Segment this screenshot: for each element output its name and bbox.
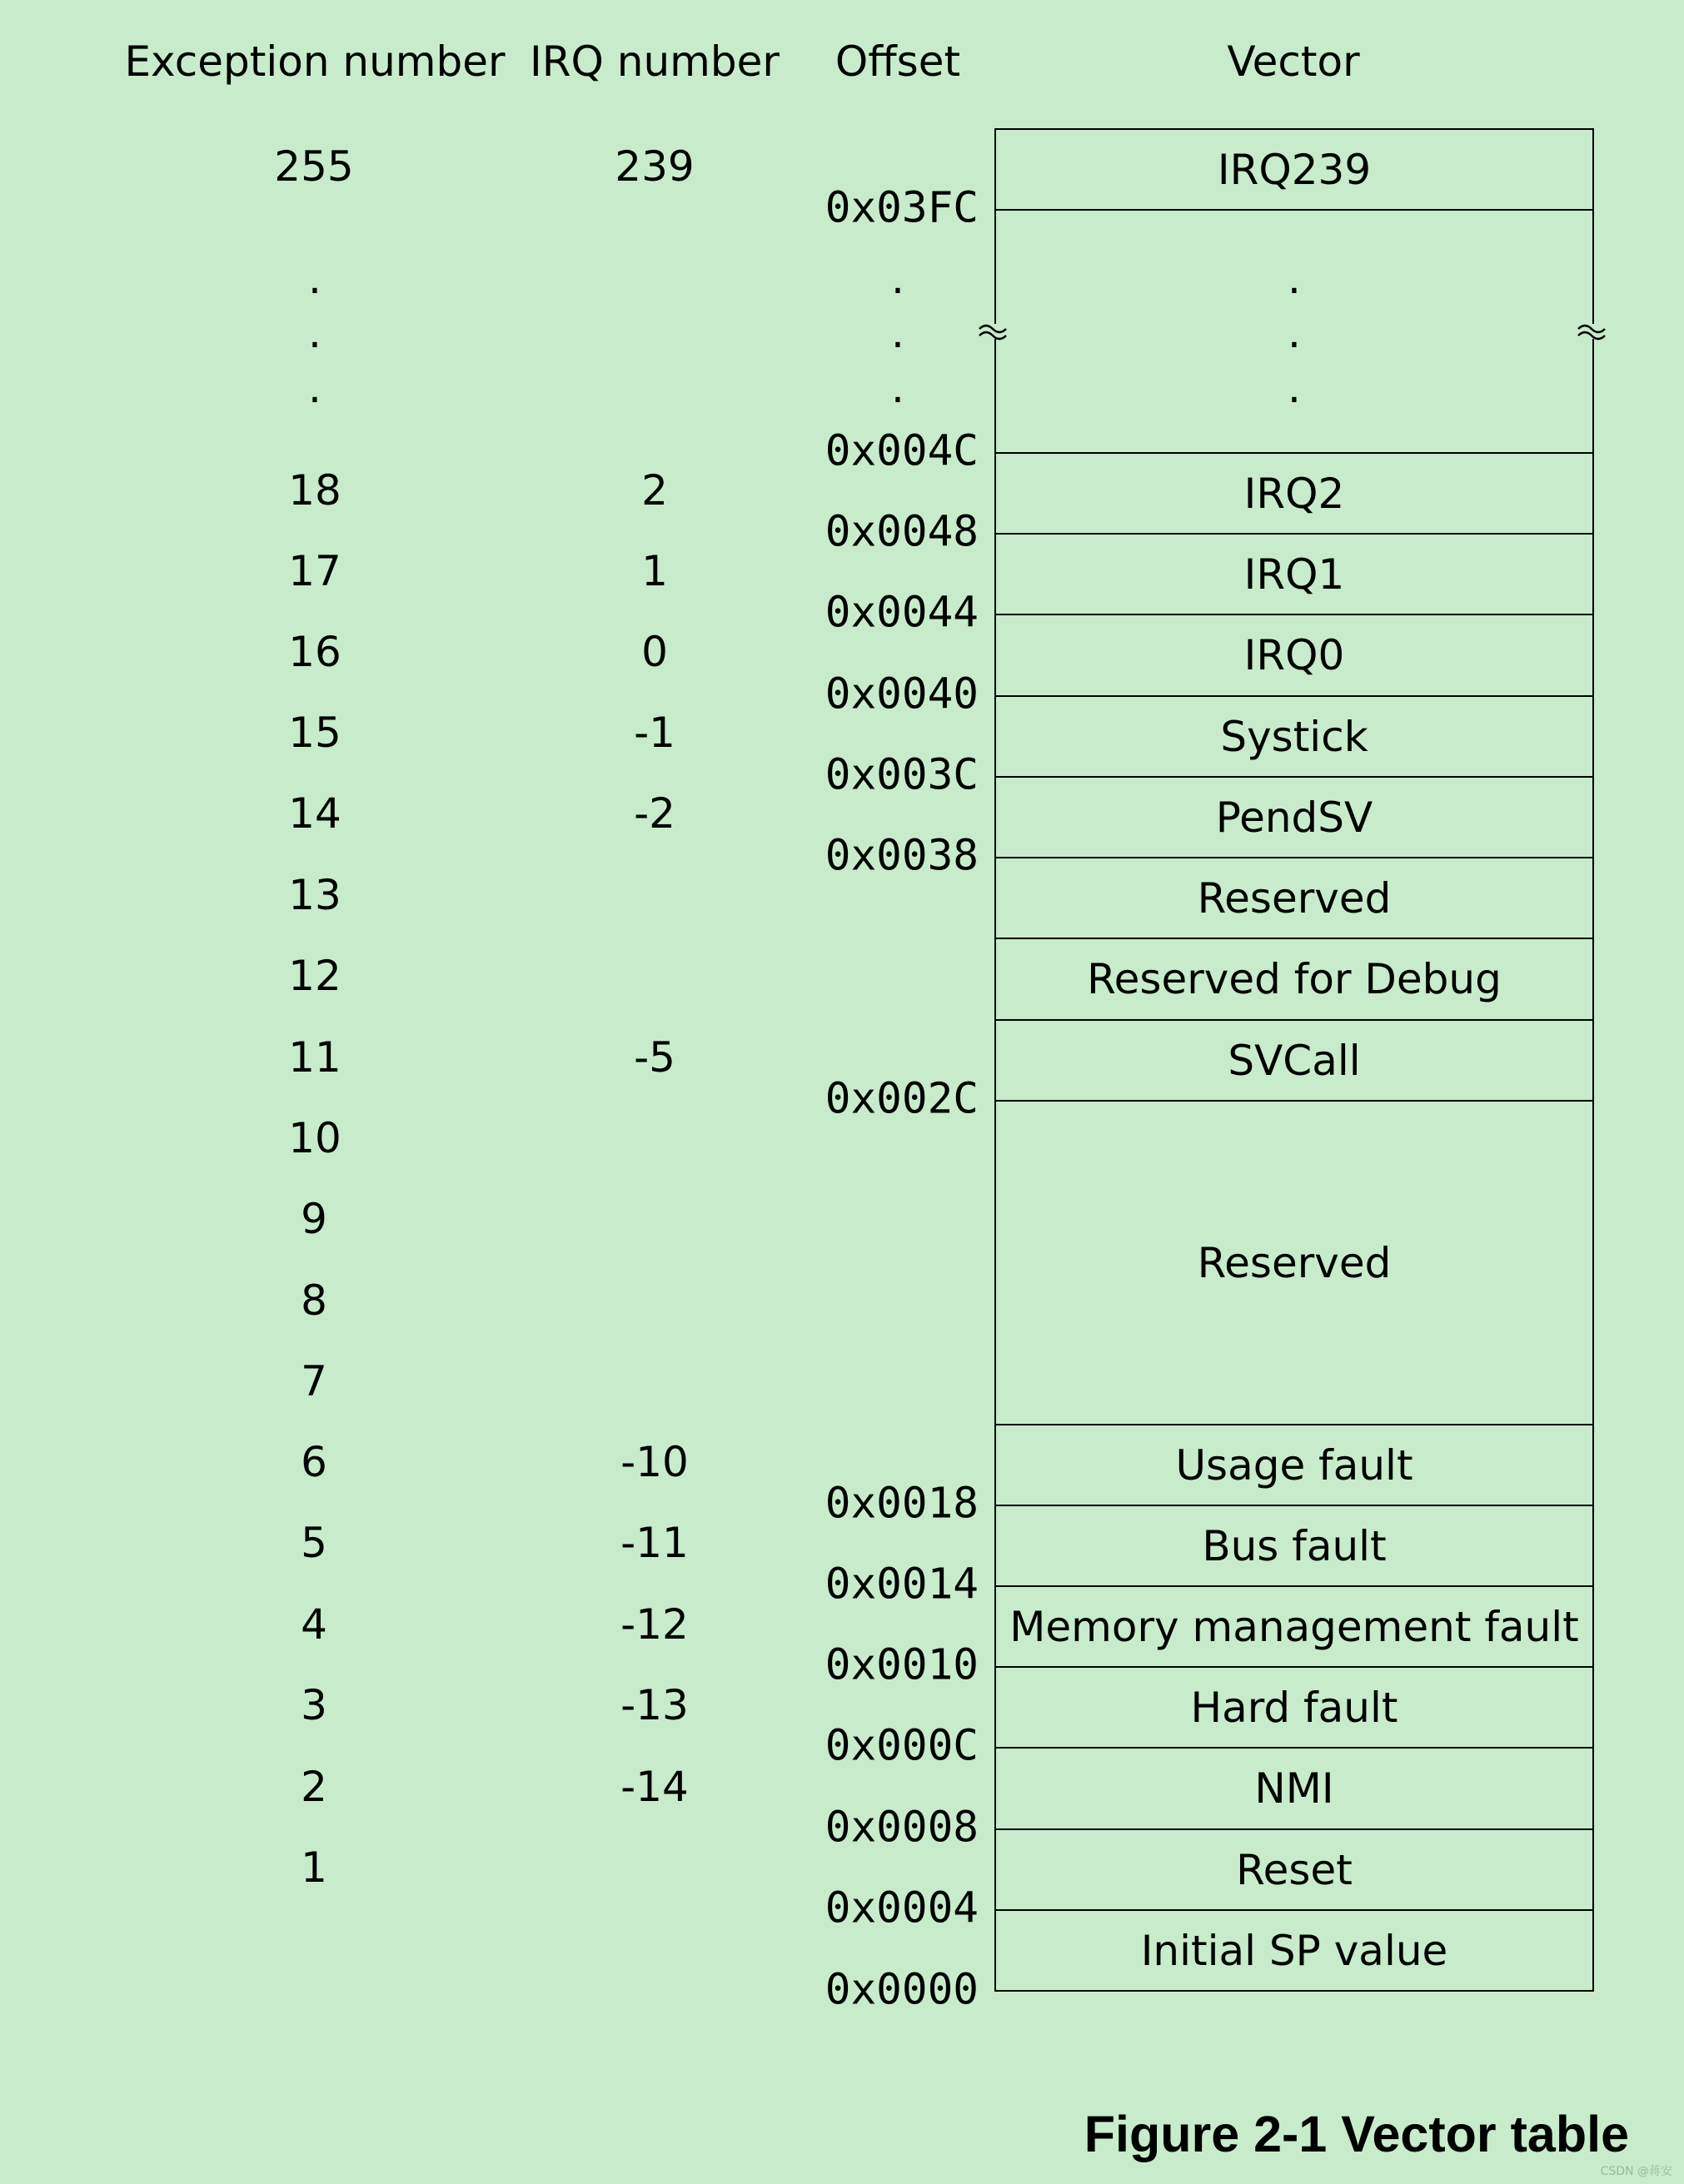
- break-mark-icon: [1575, 319, 1613, 344]
- vector-cell-irq2: [994, 454, 1594, 535]
- irq-number: 239: [615, 142, 695, 191]
- vector-cell-reserved-debug: [994, 939, 1594, 1021]
- vector-cell-hard-fault: [994, 1668, 1594, 1749]
- offset-label: 0x003C: [825, 750, 979, 800]
- offset-label: 0x0044: [825, 588, 979, 638]
- offset-label: 0x0040: [825, 669, 979, 719]
- vector-label: PendSV: [1215, 793, 1373, 842]
- vector-label: IRQ239: [1217, 145, 1372, 194]
- offset-ellipsis-dot: .: [891, 309, 904, 357]
- vector-cell-reset: [994, 1830, 1594, 1911]
- vector-cell-pendsv: [994, 778, 1594, 858]
- offset-label: 0x0000: [825, 1965, 979, 2015]
- irq-number: -13: [620, 1681, 689, 1729]
- header-exception-number: Exception number: [124, 37, 506, 86]
- exception-number: 11: [288, 1033, 341, 1082]
- exception-number: 3: [301, 1681, 327, 1729]
- offset-label: 0x004C: [825, 426, 979, 476]
- irq-number: -5: [634, 1033, 675, 1082]
- watermark: CSDN @蒋安: [1600, 2165, 1672, 2178]
- vector-ellipsis-dot: .: [1288, 364, 1301, 412]
- header-vector: Vector: [1227, 37, 1360, 86]
- vector-label: IRQ0: [1243, 631, 1345, 679]
- figure-caption: Figure 2-1 Vector table: [1084, 2106, 1629, 2162]
- vector-ellipsis-dot: .: [1288, 255, 1301, 303]
- exception-number: 14: [288, 789, 341, 838]
- vector-label: Memory management fault: [1009, 1602, 1579, 1651]
- offset-label: 0x0008: [825, 1803, 979, 1853]
- irq-number: -1: [634, 709, 675, 757]
- offset-label: 0x000C: [825, 1721, 979, 1771]
- vector-cell-irq239: [994, 128, 1594, 211]
- exception-number: 15: [288, 709, 341, 757]
- exception-number: 6: [301, 1438, 327, 1486]
- vector-label: SVCall: [1228, 1036, 1361, 1085]
- offset-label: 0x002C: [825, 1074, 979, 1124]
- vector-label: IRQ1: [1243, 550, 1345, 599]
- irq-number: 0: [641, 628, 668, 676]
- vector-cell-reserved: [994, 858, 1594, 939]
- vector-cell-initial-sp: [994, 1911, 1594, 1992]
- break-mark-icon: [976, 319, 1014, 344]
- offset-ellipsis-dot: .: [891, 255, 904, 303]
- exception-number: 16: [288, 628, 341, 676]
- vector-ellipsis-dot: .: [1288, 309, 1301, 357]
- exception-number: 255: [274, 142, 354, 191]
- offset-ellipsis-dot: .: [891, 364, 904, 412]
- vector-label: Reset: [1236, 1845, 1353, 1894]
- offset-label: 0x0038: [825, 831, 979, 881]
- vector-cell-memmanage-fault: [994, 1587, 1594, 1668]
- exception-number: 17: [288, 547, 341, 595]
- vector-label: Reserved: [1197, 873, 1392, 923]
- header-offset: Offset: [835, 37, 961, 86]
- irq-number: -11: [620, 1519, 689, 1567]
- irq-number: 2: [641, 466, 668, 515]
- irq-number: -14: [620, 1763, 689, 1811]
- exception-ellipsis-dot: .: [308, 255, 321, 303]
- vector-label: Systick: [1220, 712, 1368, 761]
- vector-cell-svcall: [994, 1021, 1594, 1102]
- vector-label: Reserved for Debug: [1087, 955, 1502, 1003]
- exception-number: 7: [301, 1357, 327, 1405]
- irq-number: -12: [620, 1600, 689, 1649]
- offset-label: 0x0018: [825, 1479, 979, 1529]
- vector-cell-irq1: [994, 535, 1594, 615]
- irq-number: -10: [620, 1438, 689, 1486]
- exception-number: 5: [301, 1519, 327, 1567]
- vector-label: Bus fault: [1202, 1521, 1387, 1570]
- header-irq-number: IRQ number: [530, 37, 780, 86]
- exception-ellipsis-dot: .: [308, 364, 321, 412]
- vector-label: Hard fault: [1190, 1683, 1398, 1732]
- vector-label: NMI: [1254, 1764, 1334, 1813]
- vector-label: Reserved: [1197, 1238, 1392, 1287]
- exception-number: 18: [288, 466, 341, 515]
- exception-number: 9: [301, 1195, 327, 1243]
- irq-number: -2: [634, 789, 675, 838]
- offset-label: 0x0010: [825, 1640, 979, 1690]
- vector-cell-bus-fault: [994, 1506, 1594, 1587]
- vector-label: IRQ2: [1243, 469, 1345, 518]
- offset-label: 0x0004: [825, 1883, 979, 1933]
- exception-number: 13: [288, 871, 341, 919]
- offset-label: 0x03FC: [825, 183, 979, 233]
- vector-cell-usage-fault: [994, 1425, 1594, 1506]
- exception-number: 4: [301, 1600, 327, 1649]
- vector-label: Usage fault: [1175, 1440, 1413, 1490]
- vector-label: Initial SP value: [1140, 1926, 1448, 1975]
- vector-cell-nmi: [994, 1749, 1594, 1830]
- vector-cell-irq0: [994, 615, 1594, 697]
- exception-number: 8: [301, 1276, 327, 1325]
- exception-ellipsis-dot: .: [308, 309, 321, 357]
- exception-number: 10: [288, 1114, 341, 1162]
- exception-number: 12: [288, 952, 341, 1000]
- vector-cell-systick: [994, 697, 1594, 778]
- exception-number: 2: [301, 1763, 327, 1811]
- exception-number: 1: [301, 1843, 327, 1892]
- offset-label: 0x0014: [825, 1560, 979, 1609]
- irq-number: 1: [641, 547, 668, 595]
- offset-label: 0x0048: [825, 507, 979, 557]
- vector-cell-reserved-block: [994, 1102, 1594, 1425]
